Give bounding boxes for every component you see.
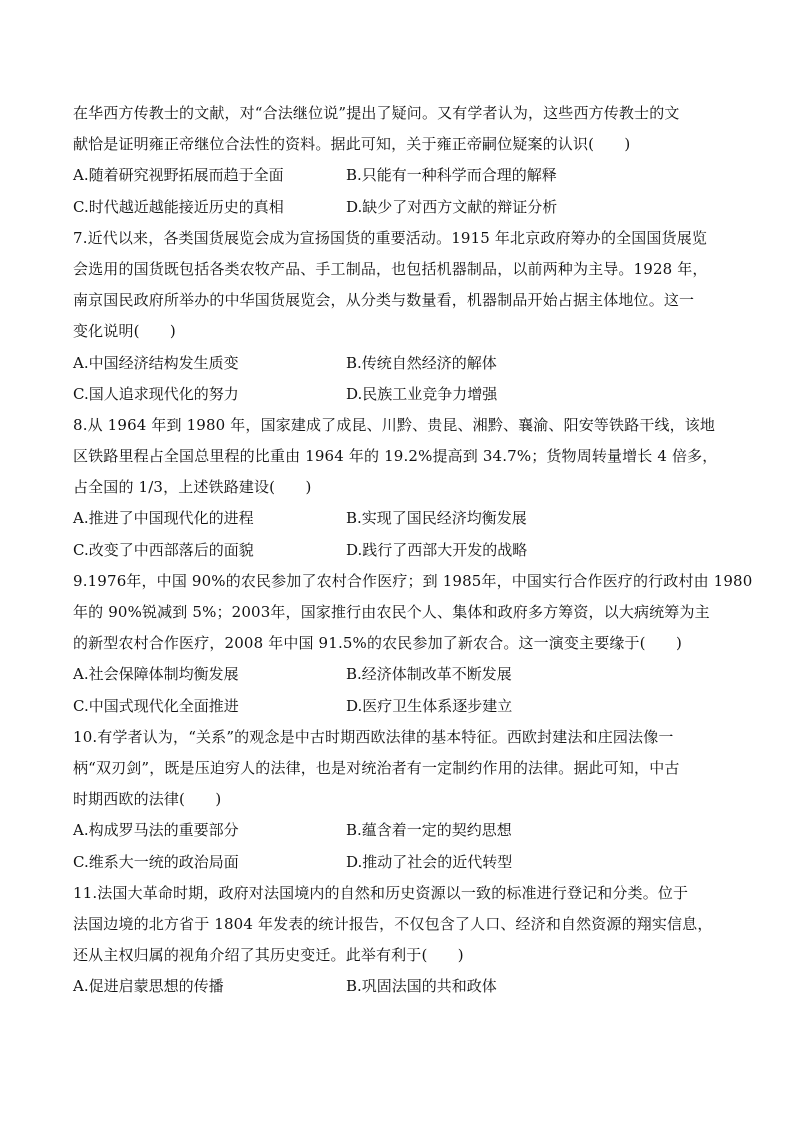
question-text-line: 占全国的 1/3，上述铁路建设( ) — [73, 478, 312, 497]
option-b[interactable]: B.巩固法国的共和政体 — [346, 977, 497, 996]
option-d[interactable]: D.民族工业竞争力增强 — [346, 384, 498, 403]
question-7 — [73, 223, 723, 410]
option-b[interactable]: B.实现了国民经济均衡发展 — [346, 509, 527, 528]
option-row — [73, 160, 723, 191]
option-c[interactable]: C.改变了中西部落后的面貌 — [73, 540, 254, 559]
option-b[interactable]: B.传统自然经济的解体 — [346, 353, 497, 372]
question-text-line: 在华西方传教士的文献，对“合法继位说”提出了疑问。又有学者认为，这些西方传教士的文 — [73, 104, 680, 122]
question-text-line: 法国边境的北方省于 1804 年发表的统计报告，不仅包含了人口、经济和自然资源的翔实信息， — [73, 914, 713, 933]
question-text-line: 柄“双刃剑”，既是压迫穷人的法律，也是对统治者有一定制约作用的法律。据此可知，中古 — [73, 758, 680, 777]
question-6-continued — [73, 98, 723, 223]
question-text-line: 9.1976年，中国 90%的农民参加了农村合作医疗；到 1985年，中国实行合作医疗的行政村由 1980 — [73, 571, 753, 590]
option-c[interactable]: C.时代越近越能接近历史的真相 — [73, 197, 284, 216]
option-row — [73, 192, 723, 223]
option-d[interactable]: D.推动了社会的近代转型 — [346, 852, 513, 871]
option-row — [73, 503, 723, 534]
question-text-line: 献恰是证明雍正帝继位合法性的资料。据此可知，关于雍正帝嗣位疑案的认识( ) — [73, 135, 631, 154]
question-text-line: 年的 90%锐减到 5%；2003年，国家推行由农民个人、集体和政府多方筹资，以大病统筹为主 — [73, 603, 710, 621]
option-row — [73, 847, 723, 878]
question-text-line: 11.法国大革命时期，政府对法国境内的自然和历史资源以一致的标准进行登记和分类。位于 — [73, 883, 689, 902]
question-text-line: 变化说明( ) — [73, 322, 176, 341]
option-row — [73, 971, 723, 1002]
option-b[interactable]: B.经济体制改革不断发展 — [346, 665, 512, 684]
option-a[interactable]: A.推进了中国现代化的进程 — [73, 509, 254, 528]
option-d[interactable]: D.缺少了对西方文献的辩证分析 — [346, 197, 558, 216]
question-9 — [73, 566, 753, 722]
question-text-line: 8.从 1964 年到 1980 年，国家建成了成昆、川黔、贵昆、湘黔、襄渝、阳安等铁路干线，该地 — [73, 415, 716, 434]
option-a[interactable]: A.中国经济结构发生质变 — [73, 353, 239, 372]
question-text-line: 会选用的国货既包括各类农牧产品、手工制品，也包括机器制品，以前两种为主导。1928 年， — [73, 259, 708, 278]
option-c[interactable]: C.中国式现代化全面推进 — [73, 696, 239, 715]
question-8 — [73, 410, 723, 566]
question-text-line: 区铁路里程占全国总里程的比重由 1964 年的 19.2%提高到 34.7%；货物周转量增长 4 倍多， — [73, 447, 718, 466]
question-text-line: 的新型农村合作医疗，2008 年中国 91.5%的农民参加了新农合。这一演变主要缘于( ) — [73, 634, 682, 653]
option-c[interactable]: C.国人追求现代化的努力 — [73, 384, 239, 403]
option-a[interactable]: A.社会保障体制均衡发展 — [73, 665, 239, 684]
option-d[interactable]: D.践行了西部大开发的战略 — [346, 540, 528, 559]
option-row — [73, 659, 723, 690]
option-a[interactable]: A.促进启蒙思想的传播 — [73, 977, 224, 996]
question-text-line: 时期西欧的法律( ) — [73, 790, 222, 809]
option-d[interactable]: D.医疗卫生体系逐步建立 — [346, 696, 513, 715]
exam-page — [73, 98, 753, 1002]
option-a[interactable]: A.随着研究视野拓展而趋于全面 — [73, 166, 284, 185]
option-a[interactable]: A.构成罗马法的重要部分 — [73, 821, 239, 840]
option-row — [73, 348, 723, 379]
question-text-line: 7.近代以来，各类国货展览会成为宣扬国货的重要活动。1915 年北京政府筹办的全国国货展览 — [73, 228, 708, 247]
option-b[interactable]: B.蕴含着一定的契约思想 — [346, 821, 512, 840]
option-b[interactable]: B.只能有一种科学而合理的解释 — [346, 166, 557, 185]
question-11 — [73, 878, 723, 1003]
option-row — [73, 815, 723, 846]
question-text-line: 南京国民政府所举办的中华国货展览会，从分类与数量看，机器制品开始占据主体地位。这一 — [73, 291, 695, 310]
option-row — [73, 691, 723, 722]
question-text-line: 还从主权归属的视角介绍了其历史变迁。此举有利于( ) — [73, 946, 464, 965]
question-10 — [73, 722, 723, 878]
question-text-line: 10.有学者认为，“关系”的观念是中古时期西欧法律的基本特征。西欧封建法和庄园法像一 — [73, 727, 674, 746]
option-c[interactable]: C.维系大一统的政治局面 — [73, 852, 239, 871]
option-row — [73, 535, 723, 566]
option-row — [73, 379, 723, 410]
